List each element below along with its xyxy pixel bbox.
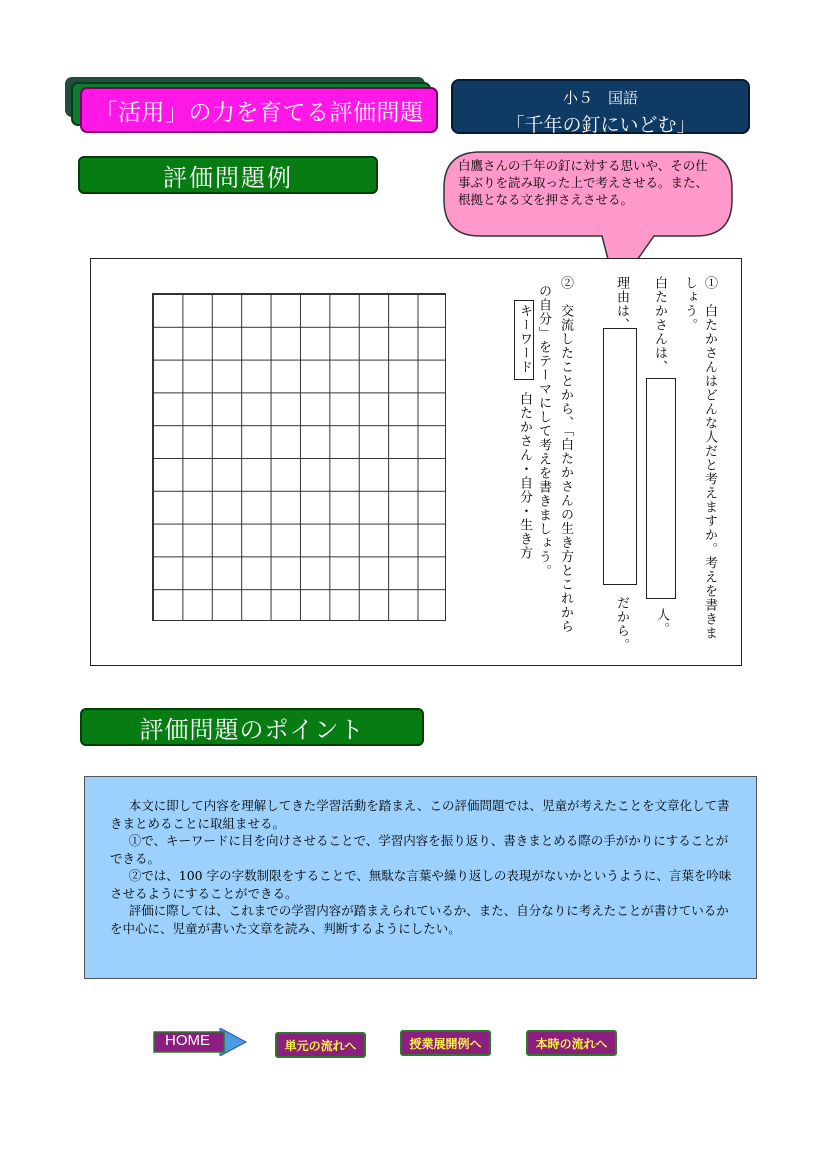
keyword-list: 白たかさん・自分・生き方: [517, 392, 532, 560]
points-text: [110, 797, 740, 937]
unit-flow-button[interactable]: 単元の流れへ: [275, 1032, 366, 1058]
points-heading: 評価問題のポイント: [80, 708, 424, 746]
example-heading: 評価問題例: [78, 156, 378, 194]
points-paragraph: ①で、キーワードに目を向けさせることで、学習内容を振り返り、書きまとめる際の手がかりにすることができる。: [110, 833, 729, 866]
points-paragraph: 本文に即して内容を理解してきた学習活動を踏まえ、この評価問題では、児童が考えたことを文章化して書きまとめることに取組ませる。: [110, 798, 730, 831]
answer-1-suffix: 人。: [654, 608, 669, 636]
question-2-text-cont: の自分」をテーマにして考えを書きましょう。: [536, 284, 551, 578]
reason-box[interactable]: [603, 328, 637, 585]
question-1-text-cont: しょう。: [682, 276, 697, 332]
lesson-example-button[interactable]: 授業展開例へ: [400, 1030, 491, 1056]
points-paragraph: ②では、100 字の字数制限をすることで、無駄な言葉や繰り返しの表現がないかというように、言葉を吟味させるようにすることができる。: [110, 868, 732, 901]
question-2-text: ② 交流したことから、「白たかさんの生き方とこれから: [558, 276, 573, 634]
question-1-text: ① 白たかさんはどんな人だと考えますか。考えを書きま: [702, 276, 717, 640]
keyword-label: キーワード: [517, 304, 532, 374]
answer-1-prompt: 白たかさんは、: [652, 276, 667, 374]
unit-title: 「千年の釘にいどむ」: [505, 114, 696, 136]
home-label[interactable]: HOME: [165, 1032, 210, 1049]
points-paragraph: 評価に際しては、これまでの学習内容が踏まえられているか、また、自分なりに考えたことが書けているかを中心に、児童が書いた文章を読み、判断するようにしたい。: [110, 903, 729, 936]
writing-grid[interactable]: [152, 293, 446, 621]
unit-label-box: [451, 79, 750, 134]
callout-text: 白鷹さんの千年の釘に対する思いや、その仕事ぶりを読み取った上で考えさせる。また、根拠となる文を押さえさせる。: [458, 158, 709, 207]
this-lesson-button[interactable]: 本時の流れへ: [526, 1030, 617, 1056]
grade-subject: 小５ 国語: [562, 89, 638, 107]
answer-1-box[interactable]: [646, 378, 676, 599]
reason-prompt: 理由は、: [614, 276, 629, 332]
page-title: 「活用」の力を育てる評価問題: [80, 87, 438, 133]
reason-suffix: だから。: [614, 596, 629, 652]
